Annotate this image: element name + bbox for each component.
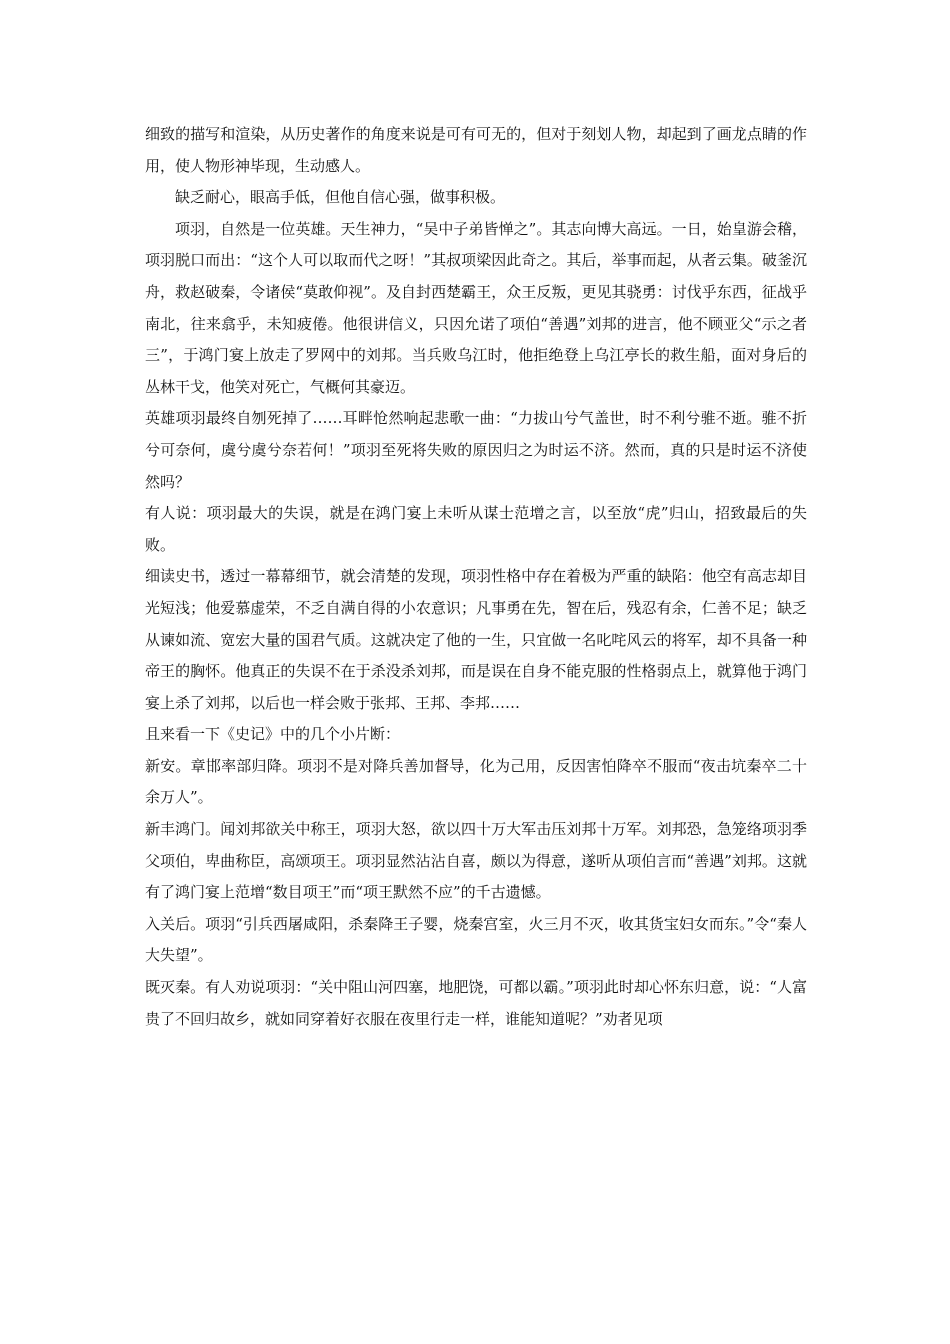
document-body [145, 119, 807, 1035]
paragraph-9: 新丰鸿门。闻刘邦欲关中称王，项羽大怒，欲以四十万大军击压刘邦十万军。刘邦恐，急笼络项羽季父项伯，卑曲称臣，高颂项王。项羽显然沾沾自喜，颇以为得意，遂听从项伯言而“善遇”刘邦。这就有了鸿门宴上范增“数目项王”而“项王默然不应”的千古遗憾。 [145, 820, 807, 902]
paragraph-7: 且来看一下《史记》中的几个小片断： [145, 725, 401, 744]
paragraph-8: 新安。章邯率部归降。项羽不是对降兵善加督导，化为己用，反因害怕降卒不服而“夜击坑秦卒二十余万人”。 [145, 756, 807, 807]
paragraph-2: 缺乏耐心，眼高手低，但他自信心强，做事积极。 [175, 188, 506, 207]
paragraph-10: 入关后。项羽“引兵西屠咸阳，杀秦降王子婴，烧秦宫室，火三月不灭，收其货宝妇女而东。”令“秦人大失望”。 [145, 914, 807, 965]
paragraph-4: 英雄项羽最终自刎死掉了……耳畔怆然响起悲歌一曲：“力拔山兮气盖世，时不利兮骓不逝。骓不折兮可奈何，虞兮虞兮奈若何！”项羽至死将失败的原因归之为时运不济。然而，真的只是时运不济使然吗？ [145, 409, 807, 491]
paragraph-11: 既灭秦。有人劝说项羽：“关中阻山河四塞，地肥饶，可都以霸。”项羽此时却心怀东归意，说：“人富贵了不回归故乡，就如同穿着好衣服在夜里行走一样，谁能知道呢？”劝者见项 [145, 978, 807, 1028]
paragraph-3: 项羽，自然是一位英雄。天生神力，“吴中子弟皆惮之”。其志向博大高远。一日，始皇游会稽，项羽脱口而出：“这个人可以取而代之呀！”其叔项梁因此奇之。其后，举事而起，从者云集。破釜沉舟，救赵破秦，令诸侯“莫敢仰视”。及自封西楚霸王，众王反叛，更见其骁勇：讨伐乎东西，征战乎南北，往来翕乎，未知疲倦。他很讲信义，只因允诺了项伯“善遇”刘邦的进言，他不顾亚父“示之者三”，于鸿门宴上放走了罗网中的刘邦。当兵败乌江时，他拒绝登上乌江亭长的救生船，面对身后的丛林干戈，他笑对死亡，气概何其豪迈。 [145, 219, 807, 396]
paragraph-5: 有人说：项羽最大的失误，就是在鸿门宴上未听从谋士范增之言，以至放“虎”归山，招致最后的失败。 [145, 504, 807, 554]
paragraph-6: 细读史书，透过一幕幕细节，就会清楚的发现，项羽性格中存在着极为严重的缺陷：他空有高志却目光短浅；他爱慕虚荣，不乏自满自得的小农意识；凡事勇在先，智在后，残忍有余，仁善不足；缺乏从谏如流、宽宏大量的国君气质。这就决定了他的一生，只宜做一名叱咤风云的将军，却不具备一种帝王的胸怀。他真正的失误不在于杀没杀刘邦，而是误在自身不能克服的性格弱点上，就算他于鸿门宴上杀了刘邦，以后也一样会败于张邦、王邦、李邦…… [145, 567, 807, 712]
paragraph-1: 细致的描写和渲染，从历史著作的角度来说是可有可无的，但对于刻划人物，却起到了画龙点睛的作用，使人物形神毕现，生动感人。 [145, 125, 807, 175]
